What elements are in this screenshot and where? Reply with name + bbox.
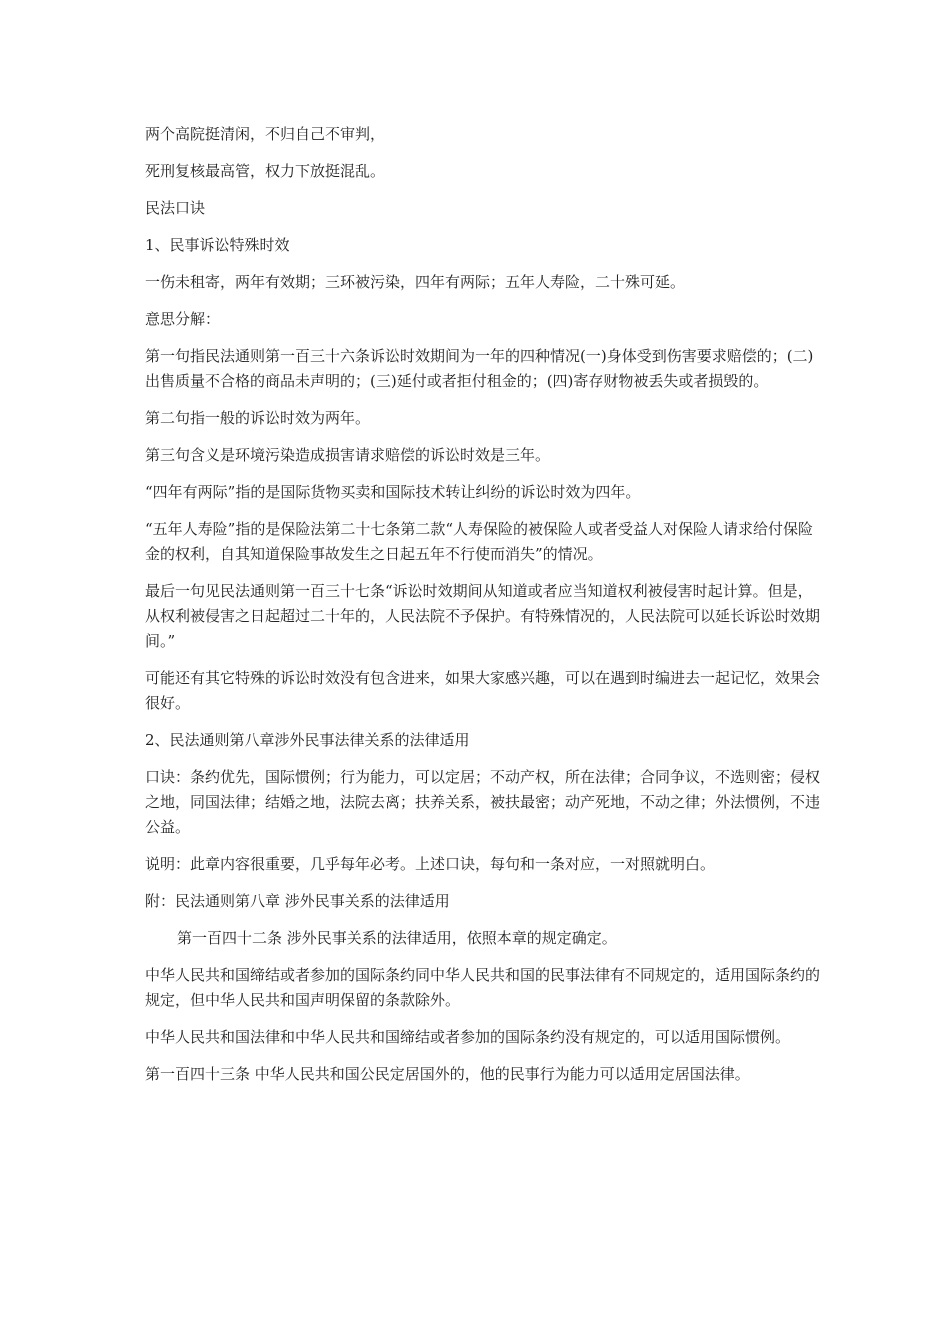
paragraph: “四年有两际”指的是国际货物买卖和国际技术转让纠纷的诉讼时效为四年。 [145, 483, 641, 501]
paragraph: 可能还有其它特殊的诉讼时效没有包含进来，如果大家感兴趣，可以在遇到时编进去一起记忆，效果会很好。 [145, 669, 821, 712]
paragraph: 说明：此章内容很重要，几乎每年必考。上述口诀，每句和一条对应，一对照就明白。 [145, 855, 716, 873]
paragraph: 第三句含义是环境污染造成损害请求赔偿的诉讼时效是三年。 [145, 446, 551, 464]
paragraph: 附：民法通则第八章 涉外民事关系的法律适用 [145, 892, 450, 910]
document-body [145, 122, 825, 1099]
paragraph: 一伤未租寄，两年有效期；三环被污染，四年有两际；五年人寿险，二十殊可延。 [145, 273, 686, 291]
paragraph: 民法口诀 [145, 199, 206, 217]
paragraph: 第一百四十二条 涉外民事关系的法律适用，依照本章的规定确定。 [177, 929, 617, 947]
paragraph: 死刑复核最高管，权力下放挺混乱。 [145, 162, 386, 180]
paragraph: “五年人寿险”指的是保险法第二十七条第二款“人寿保险的被保险人或者受益人对保险人请求给付保险金的权利，自其知道保险事故发生之日起五年不行使而消失”的情况。 [145, 520, 814, 563]
paragraph: 口诀：条约优先，国际惯例；行为能力，可以定居；不动产权，所在法律；合同争议，不选则密；侵权之地，同国法律；结婚之地，法院去离；扶养关系，被扶最密；动产死地，不动之律；外法惯例，不违公益。 [145, 768, 821, 836]
paragraph: 中华人民共和国法律和中华人民共和国缔结或者参加的国际条约没有规定的，可以适用国际惯例。 [145, 1028, 791, 1046]
paragraph: 意思分解： [145, 310, 221, 328]
paragraph: 第一百四十三条 中华人民共和国公民定居国外的，他的民事行为能力可以适用定居国法律。 [145, 1065, 750, 1083]
paragraph: 最后一句见民法通则第一百三十七条“诉讼时效期间从知道或者应当知道权利被侵害时起计算。但是，从权利被侵害之日起超过二十年的，人民法院不予保护。有特殊情况的，人民法院可以延长诉讼时效期间。” [145, 582, 821, 650]
paragraph: 第一句指民法通则第一百三十六条诉讼时效期间为一年的四种情况(一)身体受到伤害要求赔偿的；(二)出售质量不合格的商品未声明的；(三)延付或者拒付租金的；(四)寄存财物被丢失或者损毁的。 [145, 347, 814, 390]
paragraph: 两个高院挺清闲，不归自己不审判， [145, 125, 386, 143]
paragraph: 2、民法通则第八章涉外民事法律关系的法律适用 [145, 731, 470, 749]
paragraph: 1、民事诉讼特殊时效 [145, 236, 290, 254]
paragraph: 中华人民共和国缔结或者参加的国际条约同中华人民共和国的民事法律有不同规定的，适用国际条约的规定，但中华人民共和国声明保留的条款除外。 [145, 966, 821, 1009]
paragraph: 第二句指一般的诉讼时效为两年。 [145, 409, 371, 427]
